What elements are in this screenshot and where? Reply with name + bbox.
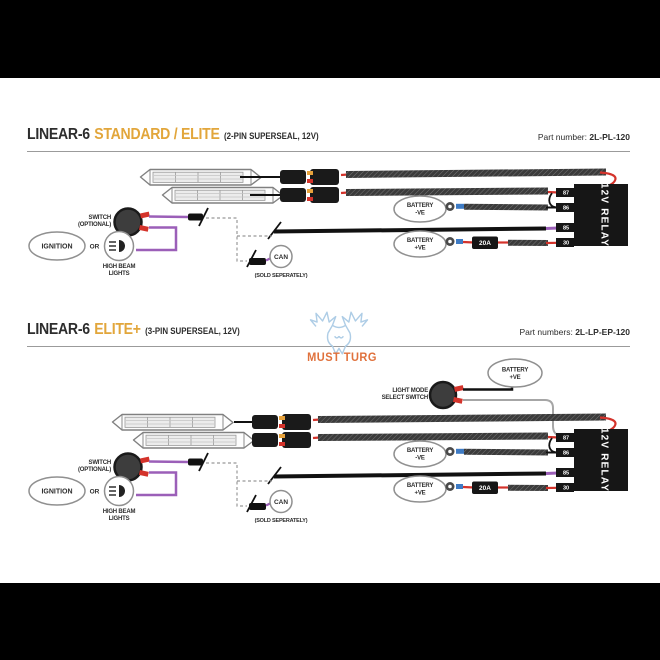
title-spec: (2-PIN SUPERSEAL, 12V) <box>223 131 319 141</box>
battery-positive-label: BATTERY <box>406 483 434 489</box>
switch-label: (OPTIONAL) <box>78 467 111 473</box>
switch-label: (OPTIONAL) <box>78 222 111 228</box>
crimp-red <box>140 457 150 464</box>
light-mode-label: SELECT SWITCH <box>381 395 428 401</box>
dashed-route <box>206 218 272 261</box>
terminal-label: 85 <box>562 470 570 477</box>
trigger-wire <box>274 474 546 477</box>
can-module <box>247 246 308 280</box>
wire-purple <box>149 217 188 218</box>
wire-purple <box>136 228 176 251</box>
battery-positive-label: +VE <box>509 375 521 381</box>
braided-cable <box>346 191 548 193</box>
can-module <box>247 491 308 525</box>
or-label: OR <box>89 243 100 251</box>
braided-cable <box>464 207 548 208</box>
braided-cable <box>346 172 606 175</box>
high-beam-label: LIGHTS <box>108 271 130 277</box>
letterbox-bottom <box>0 583 660 660</box>
relay-label: 12V RELAY <box>598 182 610 248</box>
ignition-label: IGNITION <box>41 488 73 496</box>
wire-black <box>549 193 557 208</box>
crimp-red <box>454 385 464 392</box>
terminal-label: 86 <box>562 205 570 212</box>
wire-purple <box>149 462 188 463</box>
switch-knob <box>430 382 456 408</box>
wiring-diagram-elite-plus <box>0 347 660 560</box>
terminal-label: 87 <box>562 435 570 442</box>
terminal-label: 30 <box>562 240 570 247</box>
fuse-label: 20A <box>479 485 491 492</box>
can-label: CAN <box>273 499 289 506</box>
superseal-connectors <box>252 414 311 448</box>
sold-separately-label: (SOLD SEPERATELY) <box>254 518 308 524</box>
high-beam-label: LIGHTS <box>108 516 130 522</box>
relay-12v <box>556 428 628 492</box>
battery-positive-label: +VE <box>414 490 426 497</box>
header-standard-elite <box>27 124 630 144</box>
crimp-blue <box>456 449 464 454</box>
battery-positive <box>394 476 558 502</box>
ring-terminal-hole <box>448 205 452 209</box>
battery-negative <box>394 441 558 467</box>
trigger-wire <box>274 229 546 232</box>
high-beam-label: HIGH BEAM <box>102 264 136 270</box>
battery-positive <box>394 231 558 257</box>
bullet-connector <box>188 214 203 221</box>
watermark-brand: MUST TURG <box>307 350 377 364</box>
sold-separately-label: (SOLD SEPERATELY) <box>254 273 308 279</box>
light-mode-select-switch <box>382 359 566 437</box>
crimp-red <box>139 225 149 232</box>
fuse-label: 20A <box>479 240 491 247</box>
battery-positive-label: +VE <box>414 245 426 252</box>
ring-terminal-hole <box>448 485 452 489</box>
battery-negative-label: -VE <box>415 455 425 462</box>
terminal-label: 86 <box>562 450 570 457</box>
letterbox-top <box>0 0 660 78</box>
bullet-connector <box>188 459 203 466</box>
or-label: OR <box>89 488 100 496</box>
light-mode-label: LIGHT MODE <box>392 388 428 394</box>
superseal-connectors <box>280 169 339 203</box>
terminal-label: 87 <box>562 190 570 197</box>
dashed-route <box>206 463 272 506</box>
braided-cable <box>318 417 606 420</box>
part-number-block <box>538 132 630 144</box>
title-variant: ELITE+ <box>94 321 141 338</box>
wire-black <box>549 438 557 453</box>
part-number-label: Part numbers: <box>519 327 573 337</box>
part-number: 2L-LP-EP-120 <box>575 327 630 337</box>
relay-12v <box>556 183 628 247</box>
page-title <box>27 321 240 339</box>
high-beam-label: HIGH BEAM <box>102 509 136 515</box>
terminal-label: 30 <box>562 485 570 492</box>
light-bar-2 <box>134 433 255 449</box>
ignition-source <box>29 477 135 523</box>
title-model: LINEAR-6 <box>27 126 90 143</box>
ignition-label: IGNITION <box>41 243 73 251</box>
ring-terminal-hole <box>448 450 452 454</box>
wiring-diagram-standard-elite <box>0 150 660 295</box>
part-number-block <box>519 327 630 339</box>
battery-negative <box>394 196 558 222</box>
braided-cable <box>318 436 548 438</box>
battery-negative-label: BATTERY <box>406 203 434 209</box>
ignition-source <box>29 232 135 278</box>
ring-terminal-hole <box>448 240 452 244</box>
light-bar-1 <box>113 415 234 431</box>
page-title <box>27 126 319 144</box>
crimp-blue <box>456 204 464 209</box>
battery-positive-label: BATTERY <box>501 367 529 374</box>
wire-purple <box>136 473 176 496</box>
switch-label: SWITCH <box>88 460 111 466</box>
title-spec: (3-PIN SUPERSEAL, 12V) <box>145 326 240 336</box>
crimp-red <box>139 470 149 477</box>
title-model: LINEAR-6 <box>27 321 90 338</box>
terminal-label: 85 <box>562 225 570 232</box>
switch-label: SWITCH <box>88 215 111 221</box>
battery-negative-label: BATTERY <box>406 448 434 454</box>
title-variant: STANDARD / ELITE <box>94 126 220 143</box>
part-number-label: Part number: <box>537 132 587 142</box>
battery-positive-label: BATTERY <box>406 238 434 244</box>
crimp-blue <box>456 484 463 489</box>
crimp-blue <box>456 239 463 244</box>
part-number: 2L-PL-120 <box>589 132 630 142</box>
battery-negative-label: -VE <box>415 210 425 217</box>
can-label: CAN <box>273 254 289 261</box>
braided-cable <box>464 452 548 453</box>
relay-label: 12V RELAY <box>598 427 610 493</box>
crimp-red <box>140 212 150 219</box>
